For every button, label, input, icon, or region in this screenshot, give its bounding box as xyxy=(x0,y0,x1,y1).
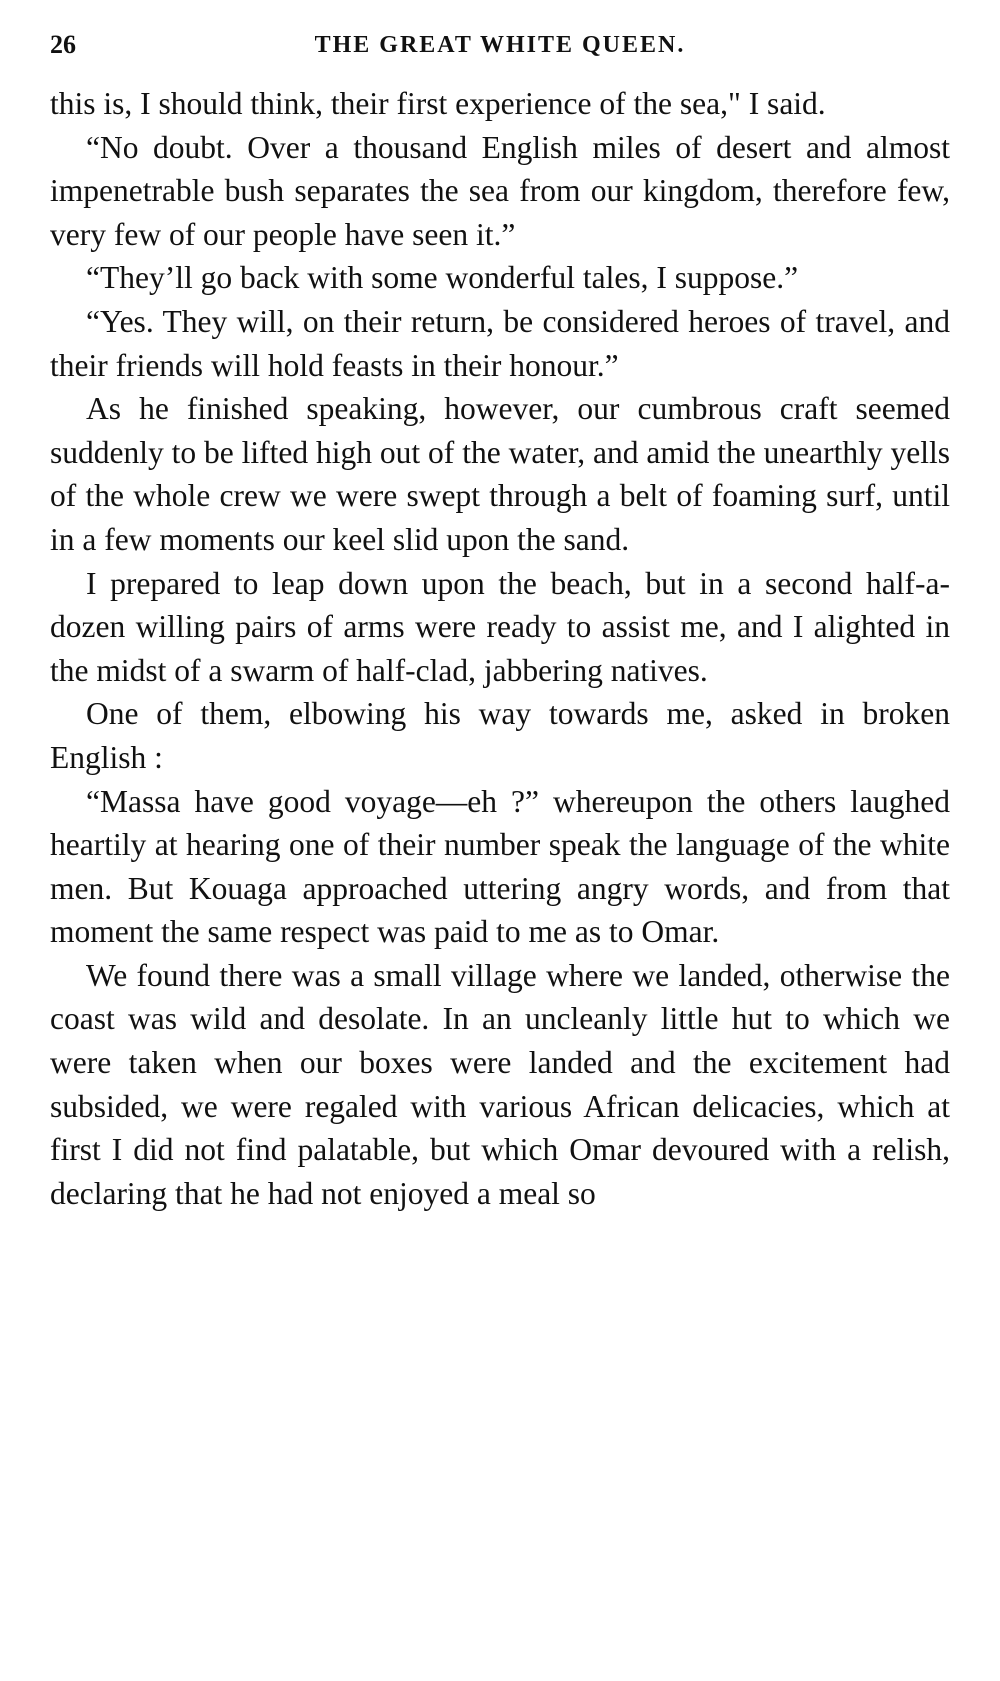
paragraph: this is, I should think, their first experience of the sea," I said. xyxy=(50,86,826,121)
paragraph: As he finished speaking, however, our cumbrous craft seemed suddenly to be lifted high out of the water, and amid the unearthly yells of the whole crew we were swept through a belt of foaming surf, until in a few moments our keel slid upon the sand. xyxy=(50,391,950,557)
running-head xyxy=(50,28,950,68)
paragraph: We found there was a small village where we landed, otherwise the coast was wild and desolate. In an uncleanly little hut to which we were taken when our boxes were landed and the excitement had subsided, we were regaled with various African delicacies, which at first I did not find palatable, but which Omar devoured with a relish, declaring that he had not enjoyed a meal so xyxy=(50,957,950,1211)
page-number: 26 xyxy=(50,30,76,59)
paragraph: “They’ll go back with some wonderful tales, I suppose.” xyxy=(86,260,799,296)
paragraph: One of them, elbowing his way towards me, asked in broken English : xyxy=(50,696,950,775)
body-text xyxy=(50,82,950,1215)
paragraph: “No doubt. Over a thousand English miles of desert and almost impenetrable bush separates the sea from our kingdom, therefore few, very few of our people have seen it.” xyxy=(50,129,950,252)
paragraph: I prepared to leap down upon the beach, but in a second half-a-dozen willing pairs of arms were ready to assist me, and I alighted in the midst of a swarm of half-clad, jabbering natives. xyxy=(50,565,950,688)
paragraph: “Yes. They will, on their return, be considered heroes of travel, and their friends will hold feasts in their honour.” xyxy=(50,303,950,383)
book-page xyxy=(50,28,950,1215)
paragraph: “Massa have good voyage—eh ?” whereupon the others laughed heartily at hearing one of their number speak the language of the white men. But Kouaga approached uttering angry words, and from that moment the same respect was paid to me as to Omar. xyxy=(50,783,950,950)
running-title: THE GREAT WHITE QUEEN. xyxy=(314,32,686,58)
